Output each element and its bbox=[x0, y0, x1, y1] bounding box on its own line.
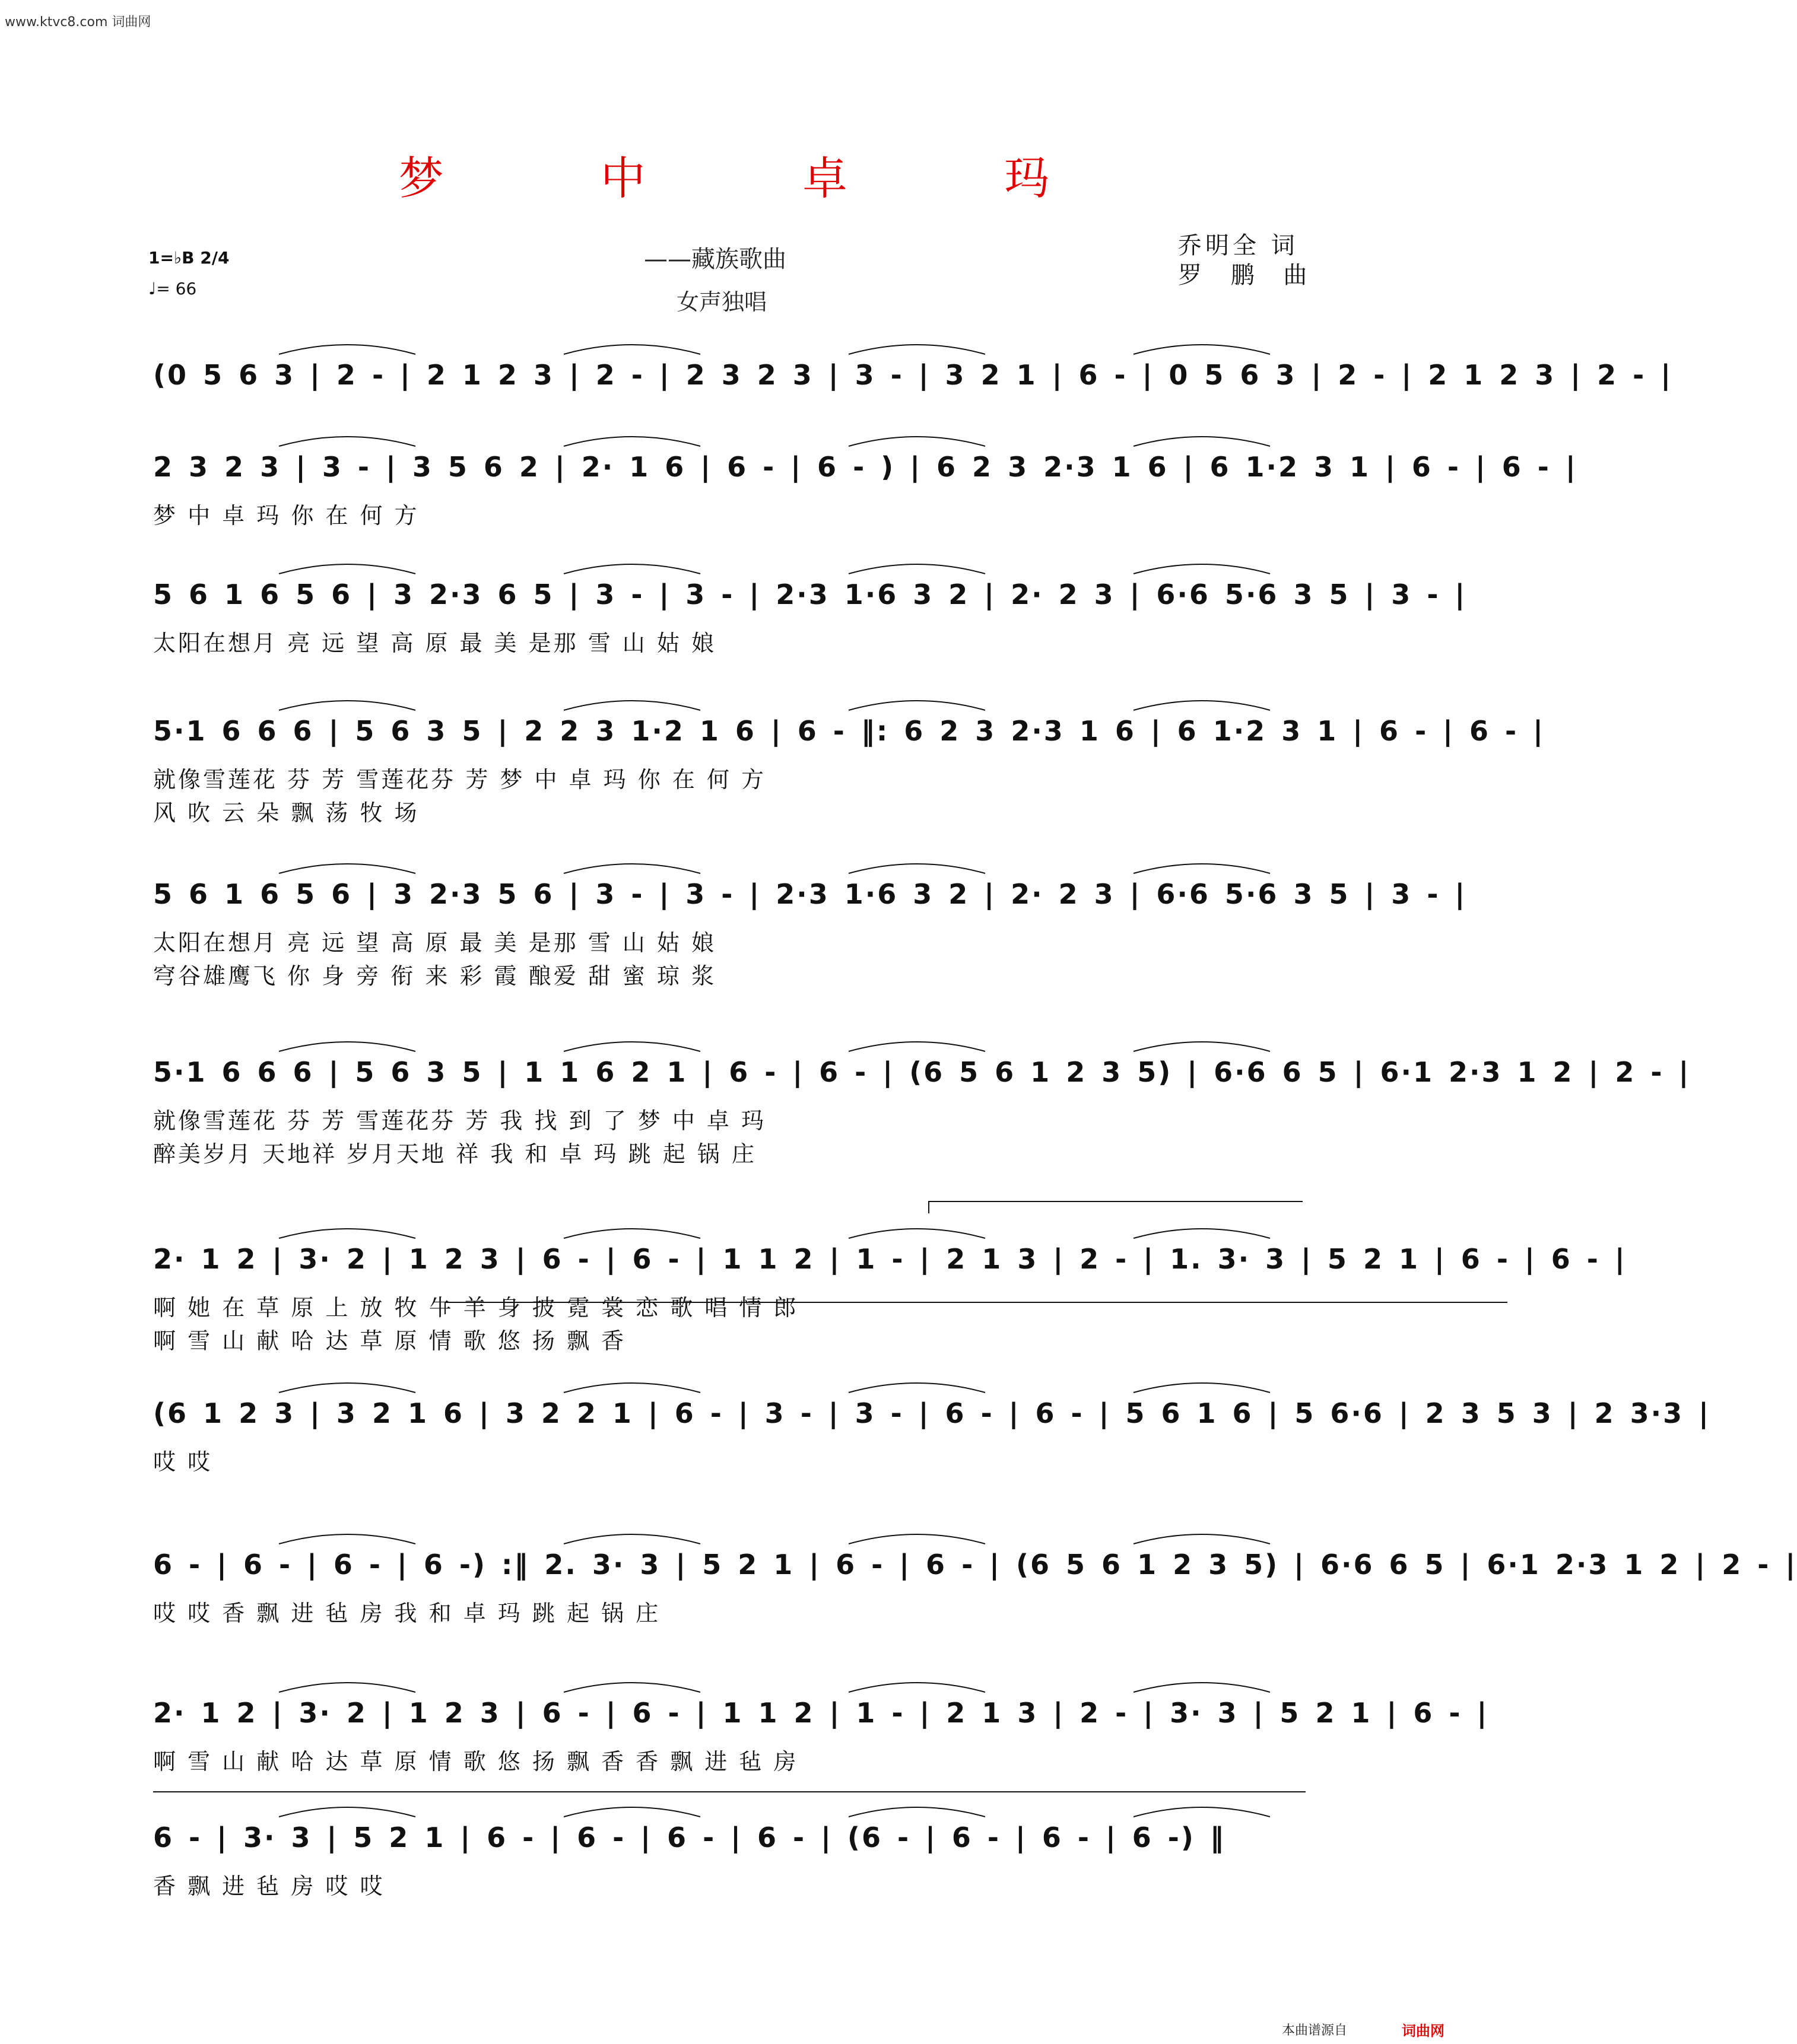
slur-mark bbox=[1134, 701, 1270, 710]
lyricist-credit: 乔明全 词 bbox=[1178, 232, 1298, 259]
slur-mark bbox=[1134, 1534, 1270, 1544]
lyric-line: 风 吹 云 朵 飘 荡 牧 场 bbox=[153, 800, 420, 826]
slur-mark bbox=[279, 1683, 415, 1692]
slur-mark bbox=[1134, 1683, 1270, 1692]
key-signature: 1=♭B 2/4 bbox=[148, 248, 230, 268]
slur-mark bbox=[564, 864, 700, 873]
slur-mark bbox=[564, 437, 700, 446]
slur-mark bbox=[564, 1807, 700, 1817]
slur-mark bbox=[564, 1229, 700, 1238]
lyric-line: 太阳在想月 亮 远 望 高 原 最 美 是那 雪 山 姑 娘 bbox=[153, 630, 716, 656]
slur-mark bbox=[1134, 1383, 1270, 1393]
slur-mark bbox=[849, 564, 985, 574]
slur-mark bbox=[849, 701, 985, 710]
slur-mark bbox=[564, 564, 700, 574]
slur-mark bbox=[279, 1534, 415, 1544]
slur-mark bbox=[564, 1383, 700, 1393]
slur-mark bbox=[849, 1683, 985, 1692]
lyric-line: 穹谷雄鹰飞 你 身 旁 衔 来 彩 霞 酿爱 甜 蜜 琼 浆 bbox=[153, 963, 716, 989]
slur-mark bbox=[849, 1383, 985, 1393]
slur-mark bbox=[849, 1534, 985, 1544]
site-header: www.ktvc8.com 词曲网 bbox=[5, 15, 151, 30]
subtitle: ——藏族歌曲 bbox=[644, 246, 786, 273]
notation-row: 6 - | 6 - | 6 - | 6 -) :‖ 2. 3· 3 | 5 2 1 | 6 - | 6 - | (6 5 6 1 2 3 5) | 6·6 6 5 | 6·1 2·3 1 2 | 2 - | bbox=[153, 1549, 1797, 1581]
lyric-line: 太阳在想月 亮 远 望 高 原 最 美 是那 雪 山 姑 娘 bbox=[153, 930, 716, 956]
lyric-line: 啊 她 在 草 原 上 放 牧 牛 羊 身 披 霓 裳 恋 歌 唱 情 郎 bbox=[153, 1295, 799, 1321]
slur-mark bbox=[1134, 1229, 1270, 1238]
slur-mark bbox=[279, 345, 415, 354]
lyric-line: 梦 中 卓 玛 你 在 何 方 bbox=[153, 503, 420, 529]
lyric-line: 香 飘 进 毡 房 哎 哎 bbox=[153, 1873, 385, 1899]
footer-brand: 词曲网 bbox=[1402, 2023, 1444, 2039]
slur-mark bbox=[849, 1807, 985, 1817]
slur-mark bbox=[1134, 345, 1270, 354]
lyric-line: 就像雪莲花 芬 芳 雪莲花芬 芳 梦 中 卓 玛 你 在 何 方 bbox=[153, 767, 766, 793]
slur-mark bbox=[279, 1383, 415, 1393]
slur-mark bbox=[849, 437, 985, 446]
lyric-line: 醉美岁月 天地祥 岁月天地 祥 我 和 卓 玛 跳 起 锅 庄 bbox=[153, 1141, 757, 1167]
slur-mark bbox=[279, 1807, 415, 1817]
slur-mark bbox=[1134, 864, 1270, 873]
slur-mark bbox=[849, 345, 985, 354]
slur-mark bbox=[279, 564, 415, 574]
notation-row: 5 6 1 6 5 6 | 3 2·3 6 5 | 3 - | 3 - | 2·3 1·6 3 2 | 2· 2 3 | 6·6 5·6 3 5 | 3 - | bbox=[153, 578, 1467, 611]
slur-mark bbox=[279, 864, 415, 873]
notation-row: 5·1 6 6 6 | 5 6 3 5 | 2 2 3 1·2 1 6 | 6 - ‖: 6 2 3 2·3 1 6 | 6 1·2 3 1 | 6 - | 6 - | bbox=[153, 715, 1545, 747]
notation-row: 2· 1 2 | 3· 2 | 1 2 3 | 6 - | 6 - | 1 1 2 | 1 - | 2 1 3 | 2 - | 3· 3 | 5 2 1 | 6 - | bbox=[153, 1697, 1489, 1729]
slur-mark bbox=[1134, 1042, 1270, 1051]
slur-mark bbox=[849, 864, 985, 873]
slur-mark bbox=[564, 1042, 700, 1051]
slur-mark bbox=[564, 701, 700, 710]
slur-mark bbox=[279, 437, 415, 446]
slur-mark bbox=[1134, 564, 1270, 574]
performance-note: 女声独唱 bbox=[677, 289, 767, 315]
slur-mark bbox=[1134, 1807, 1270, 1817]
lyric-line: 哎 哎 bbox=[153, 1449, 213, 1475]
footer-source: 本曲谱源自 bbox=[1282, 2023, 1348, 2038]
tempo-marking: ♩= 66 bbox=[148, 279, 197, 298]
composer-credit: 罗 鹏 曲 bbox=[1178, 262, 1318, 289]
slur-mark bbox=[1134, 437, 1270, 446]
slur-mark bbox=[849, 1229, 985, 1238]
notation-row: 6 - | 3· 3 | 5 2 1 | 6 - | 6 - | 6 - | 6 - | (6 - | 6 - | 6 - | 6 -) ‖ bbox=[153, 1822, 1225, 1854]
volta-bracket bbox=[929, 1201, 1303, 1213]
notation-row: (0 5 6 3 | 2 - | 2 1 2 3 | 2 - | 2 3 2 3 | 3 - | 3 2 1 | 6 - | 0 5 6 3 | 2 - | 2 1 2 3 | 2 - | bbox=[153, 359, 1673, 391]
slur-mark bbox=[564, 1683, 700, 1692]
page-title: 梦 中 卓 玛 bbox=[398, 152, 1121, 205]
notation-row: 5 6 1 6 5 6 | 3 2·3 5 6 | 3 - | 3 - | 2·3 1·6 3 2 | 2· 2 3 | 6·6 5·6 3 5 | 3 - | bbox=[153, 878, 1467, 910]
lyric-line: 啊 雪 山 献 哈 达 草 原 情 歌 悠 扬 飘 香 香 飘 进 毡 房 bbox=[153, 1749, 799, 1775]
notation-row: (6 1 2 3 | 3 2 1 6 | 3 2 2 1 | 6 - | 3 - | 3 - | 6 - | 6 - | 5 6 1 6 | 5 6·6 | 2 3 5 3 | 2 3·3 | bbox=[153, 1397, 1710, 1429]
lyric-line: 啊 雪 山 献 哈 达 草 原 情 歌 悠 扬 飘 香 bbox=[153, 1328, 627, 1354]
slur-mark bbox=[279, 1042, 415, 1051]
lyric-line: 哎 哎 香 飘 进 毡 房 我 和 卓 玛 跳 起 锅 庄 bbox=[153, 1600, 661, 1626]
slur-mark bbox=[279, 701, 415, 710]
slur-mark bbox=[849, 1042, 985, 1051]
lyric-line: 就像雪莲花 芬 芳 雪莲花芬 芳 我 找 到 了 梦 中 卓 玛 bbox=[153, 1108, 766, 1134]
notation-row: 5·1 6 6 6 | 5 6 3 5 | 1 1 6 2 1 | 6 - | 6 - | (6 5 6 1 2 3 5) | 6·6 6 5 | 6·1 2·3 1 2 | 2 - | bbox=[153, 1056, 1691, 1088]
slur-mark bbox=[564, 345, 700, 354]
notation-row: 2 3 2 3 | 3 - | 3 5 6 2 | 2· 1 6 | 6 - | 6 - ) | 6 2 3 2·3 1 6 | 6 1·2 3 1 | 6 - | 6 - | bbox=[153, 451, 1577, 483]
notation-row: 2· 1 2 | 3· 2 | 1 2 3 | 6 - | 6 - | 1 1 2 | 1 - | 2 1 3 | 2 - | 1. 3· 3 | 5 2 1 | 6 - | 6 - | bbox=[153, 1243, 1627, 1275]
slur-mark bbox=[279, 1229, 415, 1238]
slur-mark bbox=[564, 1534, 700, 1544]
